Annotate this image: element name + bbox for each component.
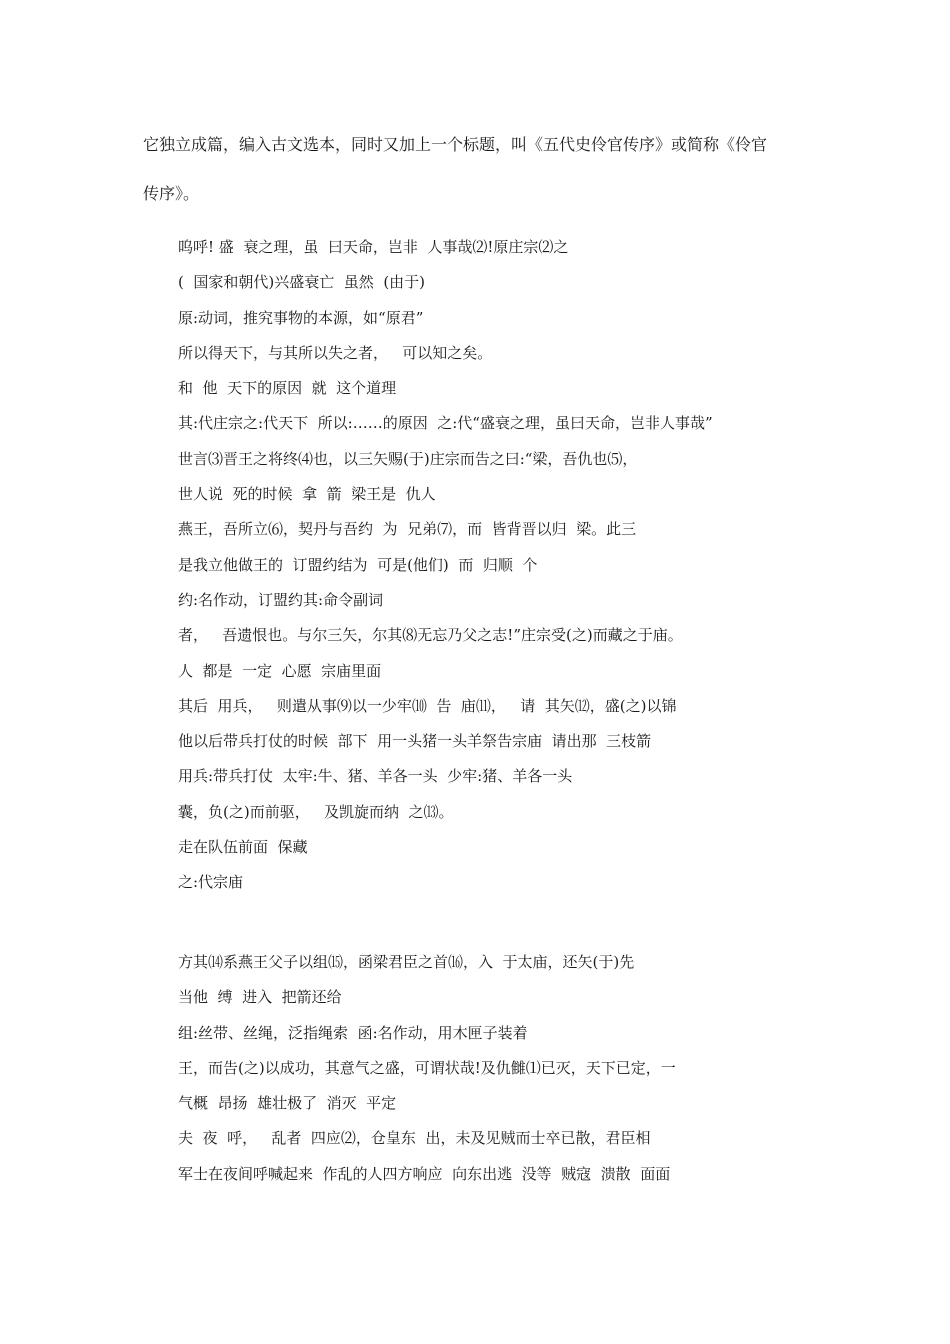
annotated-passage-2 (178, 945, 818, 1192)
text-line: 囊，负(之)而前驱， 及凯旋而纳 之⒀。 (178, 802, 454, 821)
text-line: 和 他 天下的原因 就 这个道理 (178, 379, 397, 398)
text-line: 原:动词，推究事物的本源，如“原君” (178, 308, 424, 327)
text-line: 它独立成篇，编入古文选本，同时又加上一个标题，叫《五代史伶官传序》或简称《伶官 (143, 135, 768, 154)
text-line: 方其⒁系燕王父子以组⒂，函梁君臣之首⒃，入 于太庙，还矢(于)先 (178, 953, 635, 971)
text-line: 之:代宗庙 (178, 873, 244, 892)
text-line: 燕王，吾所立⑹，契丹与吾约 为 兄弟⑺，而 皆背晋以归 梁。此三 (178, 520, 637, 539)
text-line: 其后 用兵， 则遣从事⑼以一少牢⑽ 告 庙⑾， 请 其矢⑿，盛(之)以锦 (178, 696, 677, 715)
intro-paragraph (143, 120, 823, 218)
text-line: 王，而告(之)以成功，其意气之盛，可谓状哉!及仇雠⑴已灭，天下已定，一 (178, 1058, 676, 1077)
text-line: 气概 昂扬 雄壮极了 消灭 平定 (178, 1094, 397, 1113)
text-line: 军士在夜间呼喊起来 作乱的人四方响应 向东出逃 没等 贼寇 溃散 面面 (178, 1164, 671, 1183)
text-line: 世言⑶晋王之将终⑷也，以三矢赐(于)庄宗而告之曰:“梁，吾仇也⑸， (178, 449, 638, 468)
text-line: 组:丝带、丝绳，泛指绳索 函:名作动，用木匣子装着 (178, 1023, 528, 1042)
text-line: 者， 吾遗恨也。与尔三矢，尔其⑻无忘乃父之志!”庄宗受(之)而藏之于庙。 (178, 626, 683, 645)
annotated-passage-1 (178, 230, 818, 901)
text-line: 当他 缚 进入 把箭还给 (178, 988, 342, 1007)
text-line: 传序》。 (143, 184, 200, 203)
text-line: 约:名作动，订盟约其:命令副词 (178, 590, 384, 609)
text-line: 用兵:带兵打仗 太牢:牛、猪、羊各一头 少牢:猪、羊各一头 (178, 767, 573, 786)
text-line: 夫 夜 呼， 乱者 四应⑵，仓皇东 出，未及见贼而士卒已散，君臣相 (178, 1129, 651, 1148)
text-line: ( 国家和朝代)兴盛衰亡 虽然 (由于) (178, 273, 426, 292)
text-line: 世人说 死的时候 拿 箭 梁王是 仇人 (178, 485, 436, 504)
text-line: 其:代庄宗之:代天下 所以:……的原因 之:代“盛衰之理，虽曰天命，岂非人事哉” (178, 414, 713, 433)
text-line: 是我立他做王的 订盟约结为 可是(他们) 而 归顺 个 (178, 555, 538, 574)
text-line: 人 都是 一定 心愿 宗庙里面 (178, 661, 382, 680)
text-line: 呜呼! 盛 衰之理，虽 曰天命，岂非 人事哉⑵!原庄宗⑵之 (178, 238, 569, 256)
text-line: 他以后带兵打仗的时候 部下 用一头猪一头羊祭告宗庙 请出那 三枝箭 (178, 732, 652, 751)
text-line: 走在队伍前面 保藏 (178, 838, 308, 857)
text-line: 所以得天下，与其所以失之者， 可以知之矣。 (178, 343, 493, 362)
